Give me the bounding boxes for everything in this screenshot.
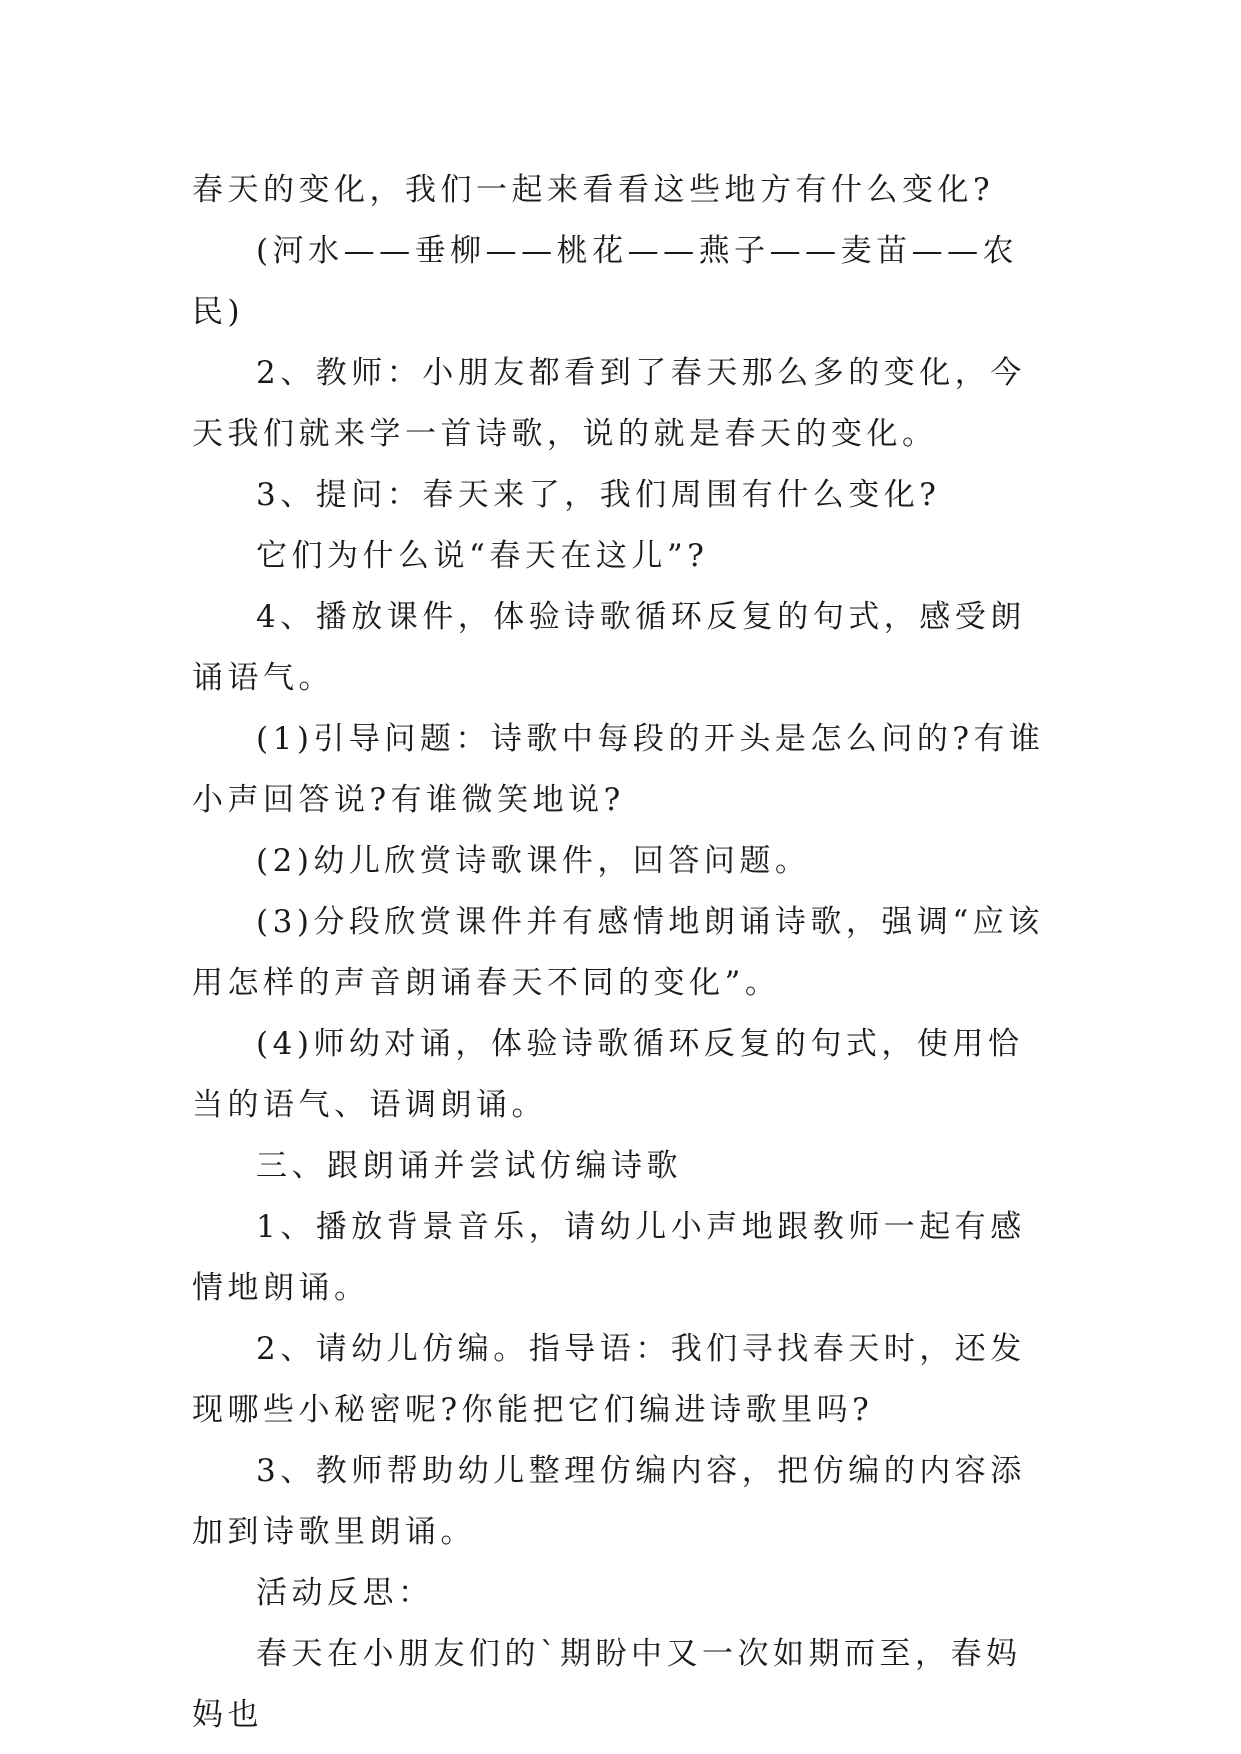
paragraph: 春天在小朋友们的`期盼中又一次如期而至，春妈妈也: [192, 1636, 1022, 1733]
paragraph: 2、教师：小朋友都看到了春天那么多的变化，今天我们就来学一首诗歌，说的就是春天的变化。: [192, 355, 1026, 452]
paragraph: (河水——垂柳——桃花——燕子——麦苗——农民): [192, 233, 1019, 330]
paragraph: 春天的变化，我们一起来看看这些地方有什么变化?: [192, 172, 995, 208]
paragraph: 4、播放课件，体验诗歌循环反复的句式，感受朗诵语气。: [192, 599, 1026, 696]
paragraph: (1)引导问题：诗歌中每段的开头是怎么问的?有谁小声回答说?有谁微笑地说?: [192, 721, 1045, 818]
paragraph: (3)分段欣赏课件并有感情地朗诵诗歌，强调“应该用怎样的声音朗诵春天不同的变化”。: [192, 904, 1044, 1001]
paragraph: (2)幼儿欣赏诗歌课件，回答问题。: [256, 843, 811, 879]
paragraph: 2、请幼儿仿编。指导语：我们寻找春天时，还发现哪些小秘密呢?你能把它们编进诗歌里吗?: [192, 1331, 1026, 1428]
paragraph: 它们为什么说“春天在这儿”?: [256, 538, 709, 574]
paragraph: 3、提问：春天来了，我们周围有什么变化?: [256, 477, 941, 513]
paragraph: (4)师幼对诵，体验诗歌循环反复的句式，使用恰当的语气、语调朗诵。: [192, 1026, 1024, 1123]
paragraph: 3、教师帮助幼儿整理仿编内容，把仿编的内容添加到诗歌里朗诵。: [192, 1453, 1026, 1550]
paragraph: 1、播放背景音乐，请幼儿小声地跟教师一起有感情地朗诵。: [192, 1209, 1026, 1306]
section-heading: 三、跟朗诵并尝试仿编诗歌: [256, 1148, 682, 1184]
document-body: [192, 160, 1054, 1746]
section-heading: 活动反思：: [256, 1575, 434, 1611]
